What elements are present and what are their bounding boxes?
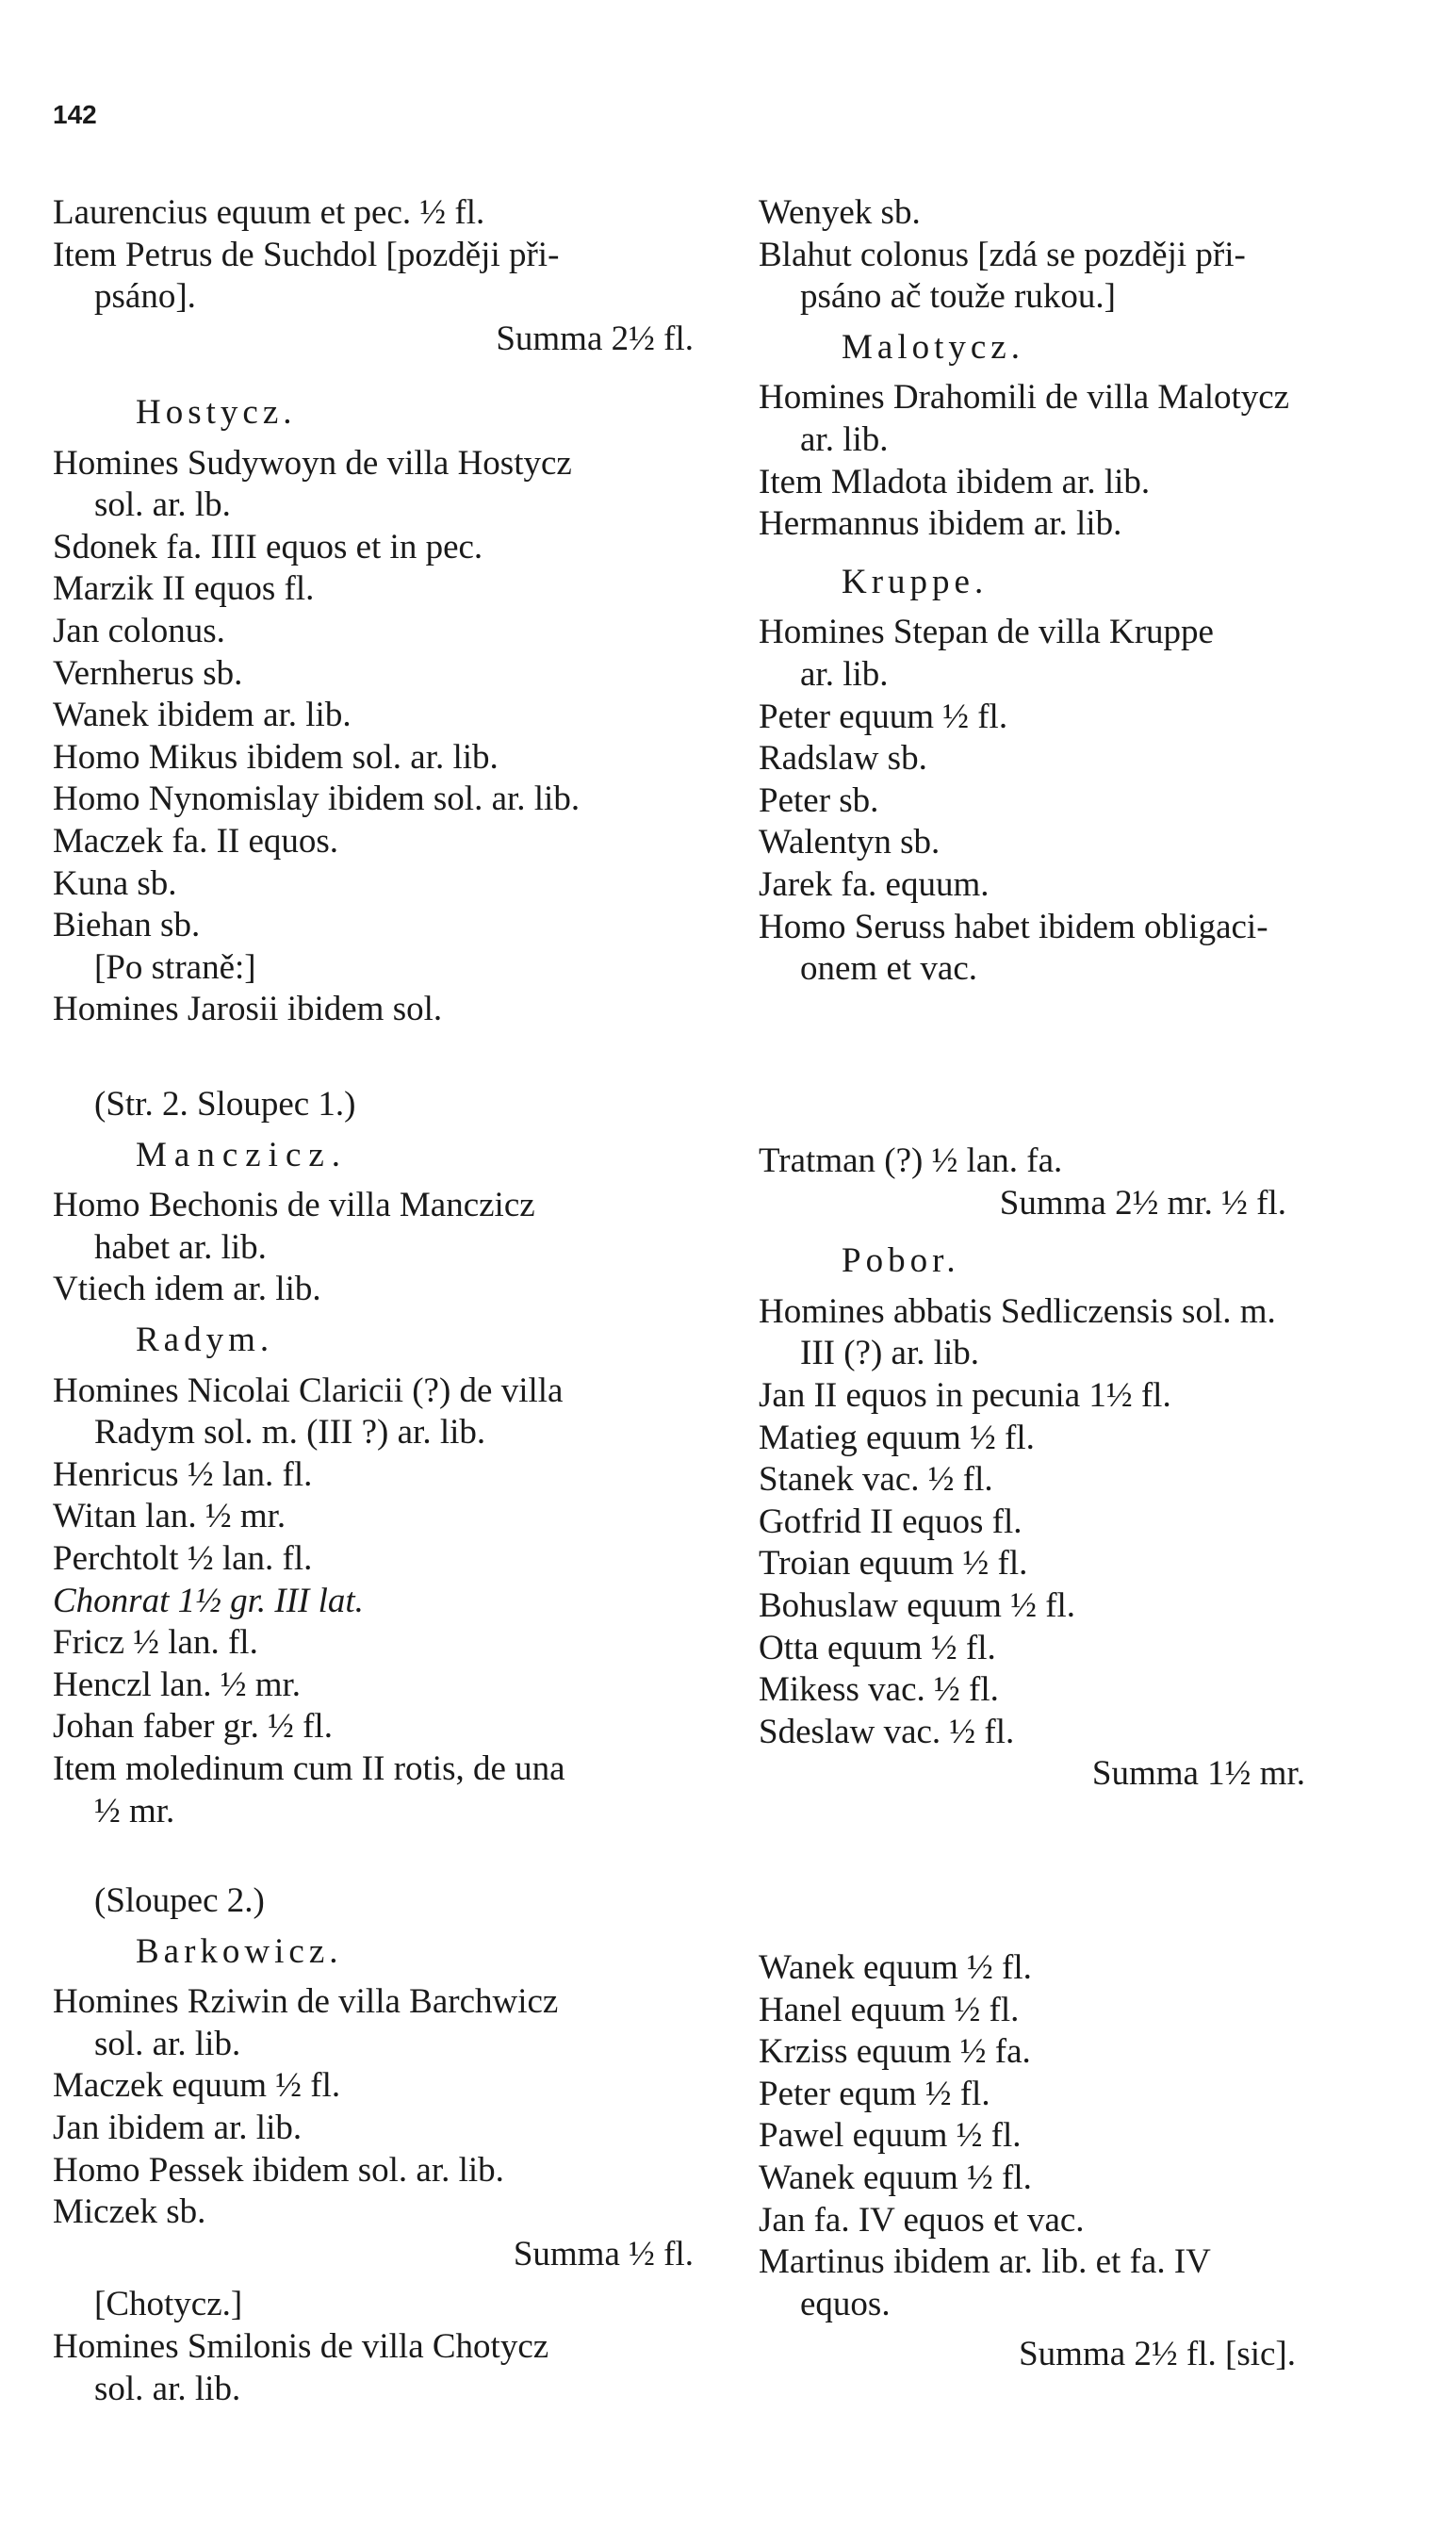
text-line: Wenyek sb. [759,193,921,232]
text-line: Vernherus sb. [53,653,243,693]
text-line: Jan colonus. [53,611,225,650]
summa-line: Summa 2½ fl. [496,319,694,358]
text-line: Wanek equum ½ fl. [759,2158,1032,2197]
text-line: Homines Nicolai Claricii (?) de villa [53,1370,564,1410]
text-line: Krziss equum ½ fa. [759,2032,1031,2072]
text-line: Witan lan. ½ mr. [53,1497,286,1536]
text-line: Jan II equos in pecunia 1½ fl. [759,1375,1171,1415]
text-line: Homo Mikus ibidem sol. ar. lib. [53,737,499,777]
text-line: Sdonek fa. IIII equos et in pec. [53,527,483,566]
left-section-str2 [53,1084,712,1832]
text-line: Troian equum ½ fl. [759,1544,1028,1584]
text-line: psáno ač touže rukou.] [800,277,1116,317]
text-line: Homo Bechonis de villa Manczicz [53,1186,535,1225]
text-line: Blahut colonus [zdá se později při- [759,235,1246,274]
text-line: Otta equum ½ fl. [759,1628,996,1667]
text-line: Kuna sb. [53,863,177,903]
text-line: psáno]. [94,277,196,317]
section-heading: Kruppe. [842,562,989,601]
text-line: onem et vac. [800,949,977,989]
text-line: Tratman (?) ½ lan. fa. [759,1141,1063,1180]
section-heading: Barkowicz. [136,1931,343,1971]
summa-line: Summa 2½ mr. ½ fl. [999,1183,1286,1223]
text-line: Jan ibidem ar. lib. [53,2108,303,2147]
page-note: (Sloupec 2.) [94,1881,265,1920]
text-line: Biehan sb. [53,906,201,945]
page-note: (Str. 2. Sloupec 1.) [94,1085,356,1124]
text-line: ar. lib. [800,654,889,694]
summa-line: Summa 1½ mr. [1091,1754,1305,1794]
text-line: Matieg equum ½ fl. [759,1418,1035,1457]
text-line: Perchtolt ½ lan. fl. [53,1538,313,1578]
text-line: Item Petrus de Suchdol [později při- [53,235,560,274]
text-line: Peter equum ½ fl. [759,697,1008,736]
section-heading: Malotycz. [842,327,1024,367]
text-line: Homines Rziwin de villa Barchwicz [53,1982,559,2022]
text-line: Radslaw sb. [759,739,927,779]
text-line: Homo Pessek ibidem sol. ar. lib. [53,2150,504,2190]
text-line: Henricus ½ lan. fl. [53,1454,313,1494]
text-line: sol. ar. lb. [94,485,231,525]
summa-line: Summa ½ fl. [513,2234,694,2273]
section-heading: Hostycz. [136,393,297,432]
text-line: Johan faber gr. ½ fl. [53,1707,333,1747]
text-line: Homines abbatis Sedliczensis sol. m. [759,1291,1276,1331]
text-line: ½ mr. [94,1791,175,1830]
left-section-sloupec2 [53,1880,712,2410]
text-line: sol. ar. lib. [94,2024,241,2063]
text-line: Marzik II equos fl. [53,569,315,609]
text-line: Homines Drahomili de villa Malotycz [759,378,1290,418]
text-line: [Po straně:] [94,947,256,987]
text-line: ar. lib. [800,419,889,459]
text-line: Fricz ½ lan. fl. [53,1623,258,1663]
text-line: Item Mladota ibidem ar. lib. [759,462,1151,501]
left-section-hostycz [53,392,712,1031]
text-line: Peter equm ½ fl. [759,2074,990,2113]
text-line: Wanek equum ½ fl. [759,1948,1032,1987]
text-line: Maczek fa. II equos. [53,821,339,861]
text-line: Bohuslaw equum ½ fl. [759,1585,1076,1625]
text-line: Maczek equum ½ fl. [53,2066,341,2106]
text-line: Radym sol. m. (III ?) ar. lib. [94,1413,486,1453]
text-line: Martinus ibidem ar. lib. et fa. IV [759,2242,1211,2282]
text-line: Laurencius equum et pec. ½ fl. [53,193,485,232]
text-line: Homines Smilonis de villa Chotycz [53,2326,549,2366]
text-line: Hanel equum ½ fl. [759,1990,1020,2029]
text-line: Pawel equum ½ fl. [759,2116,1022,2156]
right-section-pobor [759,1141,1418,1796]
left-section-1 [53,192,712,360]
text-line: Homines Jarosii ibidem sol. [53,990,443,1029]
text-line: equos. [800,2284,891,2323]
text-line: Mikess vac. ½ fl. [759,1670,999,1710]
text-line: Homo Nynomislay ibidem sol. ar. lib. [53,780,581,819]
text-line: Jarek fa. equum. [759,864,990,904]
text-line: Chonrat 1½ gr. III lat. [53,1581,364,1620]
section-heading: Radym. [136,1320,274,1359]
section-heading: Manczicz. [136,1135,349,1174]
text-line: Gotfrid II equos fl. [759,1502,1022,1541]
text-line: Peter sb. [759,780,879,820]
page-number: 142 [53,100,97,129]
text-line: Sdeslaw vac. ½ fl. [759,1712,1015,1751]
text-line: sol. ar. lib. [94,2369,241,2408]
text-line: Homines Sudywoyn de villa Hostycz [53,443,572,483]
right-section-1 [759,192,1418,991]
text-line: Homines Stepan de villa Kruppe [759,613,1214,652]
text-line: Jan fa. IV equos et vac. [759,2200,1085,2240]
text-line: Homo Seruss habet ibidem obligaci- [759,907,1268,946]
text-line: Stanek vac. ½ fl. [759,1460,993,1500]
text-line: Wanek ibidem ar. lib. [53,696,352,735]
section-heading: Pobor. [842,1241,960,1281]
text-line: habet ar. lib. [94,1227,267,1267]
right-section-3 [759,1947,1418,2376]
text-line: Miczek sb. [53,2192,206,2232]
text-line: III (?) ar. lib. [800,1334,980,1373]
text-line: Hermannus ibidem ar. lib. [759,504,1122,544]
text-line: Item moledinum cum II rotis, de una [53,1748,565,1788]
text-line: Walentyn sb. [759,823,941,862]
summa-line: Summa 2½ fl. [sic]. [1019,2335,1296,2374]
text-line: Henczl lan. ½ mr. [53,1665,302,1704]
text-line: [Chotycz.] [94,2285,243,2324]
text-line: Vtiech idem ar. lib. [53,1270,321,1309]
